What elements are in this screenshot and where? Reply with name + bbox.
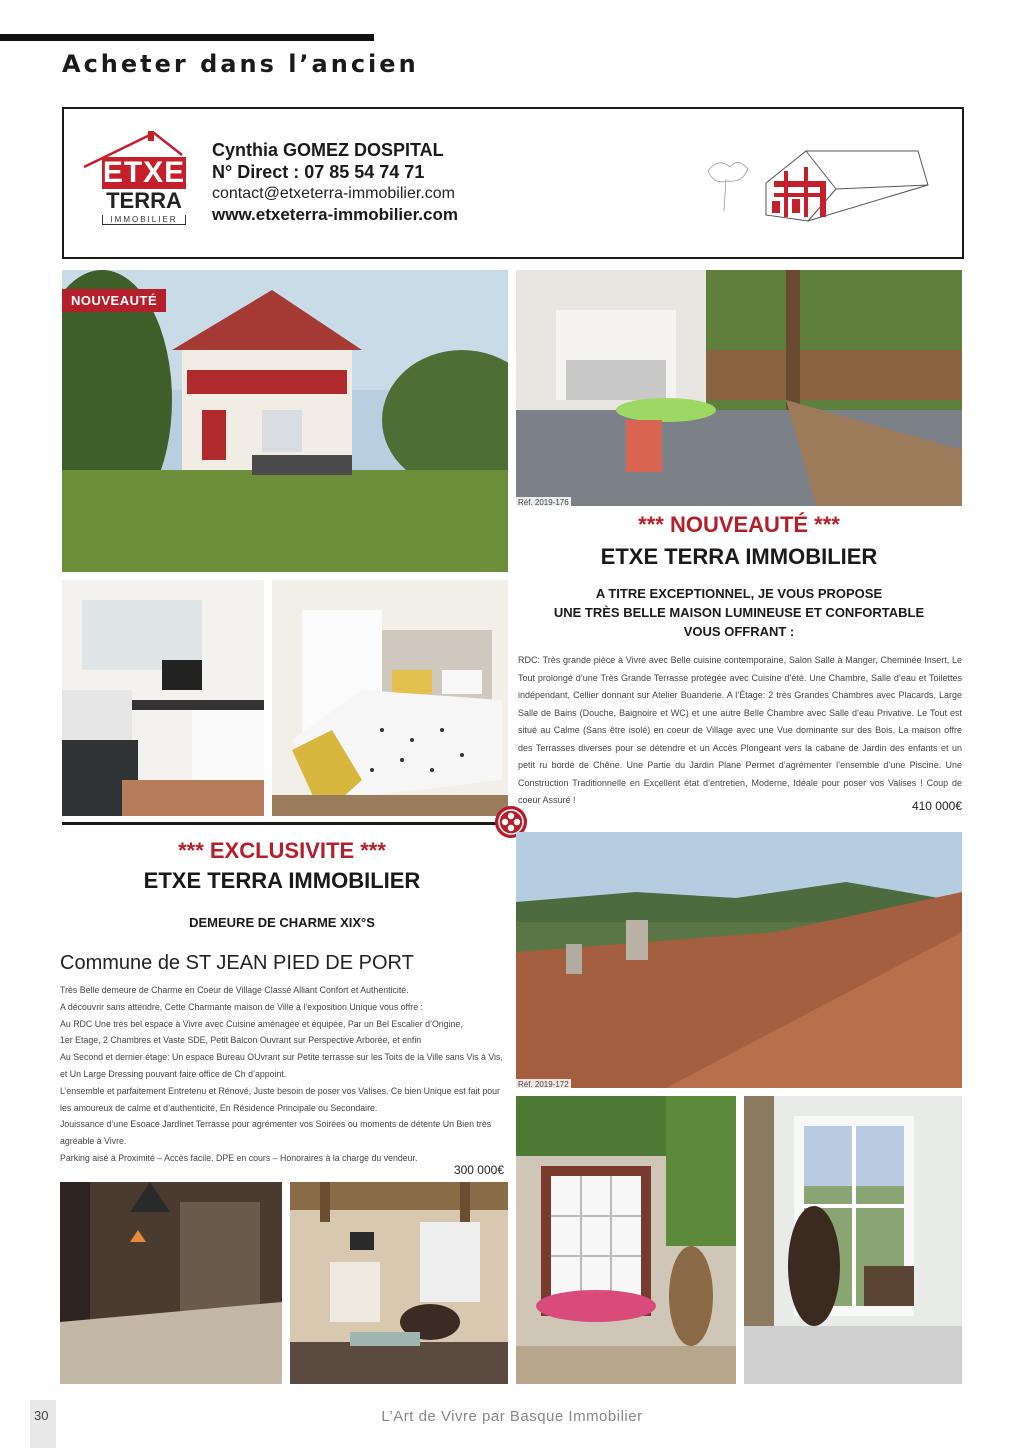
- top-rule: [0, 34, 374, 41]
- listing2-desc-line: L’ensemble et parfaitement Entretenu et Rénové, Juste besoin de poser vos Valises. Ce bien Unique est fait pour les amoureux de calme et d’authenticité, En Résidence Principale ou Secondaire.: [60, 1085, 500, 1113]
- listing2-description: [60, 982, 504, 1167]
- listing1-subhead-line3: VOUS OFFRANT :: [683, 624, 795, 639]
- covered-terrace-photo: [516, 270, 962, 506]
- agency-logo: [82, 129, 190, 229]
- listing2-subhead: DEMEURE DE CHARME XIX°S: [189, 915, 375, 930]
- listing2-desc-line: A découvrir sans attendre, Cette Charmante maison de Ville à l’exposition Unique vous offre :: [60, 1001, 423, 1012]
- new-listing-badge: NOUVEAUTÉ: [62, 289, 166, 312]
- listing2-reference: Réf. 2019-172: [518, 1080, 569, 1089]
- logo-terra: TERRA: [106, 188, 182, 213]
- section-divider: [62, 822, 502, 825]
- logo-immobilier: IMMOBILIER: [102, 215, 186, 225]
- listing1-subhead-line1: A TITRE EXCEPTIONNEL, JE VOUS PROPOSE: [595, 586, 883, 601]
- master-bedroom-photo: [60, 1182, 282, 1384]
- listing1-headline: *** NOUVEAUTÉ ***: [638, 512, 840, 537]
- agent-phone[interactable]: N° Direct : 07 85 54 74 71: [212, 162, 425, 182]
- agent-name: Cynthia GOMEZ DOSPITAL: [212, 140, 444, 160]
- agency-website[interactable]: www.etxeterra-immobilier.com: [212, 205, 458, 224]
- bedroom-photo: [272, 580, 508, 816]
- listing1-description: RDC: Très grande pièce à Vivre avec Belle cuisine contemporaine, Salon Salle à Manger, Cheminée Insert, Le Tout prolongé d’une Très Grande Terrasse protégée avec Cuisine d’été. Une Chambre, Salle d’eau et Toilettes indépendant, Cellier donnant sur Atelier Buanderie. A l’Étage: 2 très Grandes Chambres avec Placards, Large Salle de Bains (Douche, Baignoire et WC) et une autre Belle Chambre avec Salle d’eau Privative. Le Tout est situé au Calme (Sans être isolé) en coeur de Village avec une Vue dominante sur des Bois, La maison offre des Terrasses diverses pour se détendre et un Accès Plongeant vers la cabane de Jardin des enfants et un petit ru bordé de Chêne. Une Partie du Jardin Plane Permet d’agrémenter l’ensemble d’une Piscine. Une Construction Traditionnelle en Excellent état d’entretien, Moderne, Idéale pour poser vos Valises ! Coup de coeur Assuré !: [518, 655, 962, 805]
- rooftops-view-photo: [516, 832, 962, 1088]
- living-room-photo: [290, 1182, 508, 1384]
- listing2-desc-line: 1er Etage, 2 Chambres et Vaste SDE, Petit Balcon Ouvrant sur Perspective Arborée, et enfin: [60, 1035, 422, 1046]
- window-violin-photo: [744, 1096, 962, 1384]
- listing1-reference: Réf. 2019-176: [518, 498, 569, 507]
- house-sketch-illustration: [688, 131, 938, 241]
- footer-tagline: L’Art de Vivre par Basque Immobilier: [381, 1408, 643, 1425]
- listing2-desc-line: Très Belle demeure de Charme en Coeur de Village Classé Alliant Confort et Authenticité.: [60, 985, 409, 995]
- page-number: 30: [34, 1408, 49, 1423]
- flowered-window-photo: [516, 1096, 736, 1384]
- listing2-desc-line: Au RDC Une très bel espace à Vivre avec Cuisine aménagée et équipée, Par un Bel Escalier d’Origine,: [60, 1018, 463, 1029]
- listing1-agency: ETXE TERRA IMMOBILIER: [600, 544, 878, 569]
- listing2-headline: *** EXCLUSIVITE ***: [178, 838, 386, 863]
- section-title: Acheter dans l’ancien: [62, 50, 419, 78]
- listing2-desc-line: Jouissance d’une Esoace Jardinet Terrasse pour agrémenter vos Soirées ou moments de détente Un Bien très agréable à Vivre.: [60, 1119, 492, 1147]
- kitchen-photo: [62, 580, 264, 816]
- agent-email[interactable]: contact@etxeterra-immobilier.com: [212, 185, 455, 202]
- listing1-subhead-line2: UNE TRÈS BELLE MAISON LUMINEUSE ET CONFORTABLE: [553, 605, 925, 620]
- listing2-agency: ETXE TERRA IMMOBILIER: [143, 868, 421, 893]
- listing2-desc-line: Au Second et dernier étage: Un espace Bureau OUvrant sur Petite terrasse sur les Toits de la Ville sans Vis à Vis, et Un Large Dressing pouvant faire office de Ch d’appoint.: [60, 1052, 503, 1079]
- agent-contact-card: [62, 107, 964, 259]
- logo-etxe: ETXE: [102, 156, 186, 189]
- listing1-price: 410 000€: [911, 799, 962, 813]
- listing2-price: 300 000€: [453, 1163, 504, 1177]
- listing2-desc-line: Parking aisé à Proximité – Accès facile. DPE en cours – Honoraires à la charge du vendeur.: [60, 1152, 418, 1163]
- contact-details: [212, 139, 458, 226]
- listing1-subhead: [516, 584, 962, 641]
- house-exterior-photo: [62, 270, 508, 572]
- listing2-commune: Commune de ST JEAN PIED DE PORT: [60, 952, 414, 974]
